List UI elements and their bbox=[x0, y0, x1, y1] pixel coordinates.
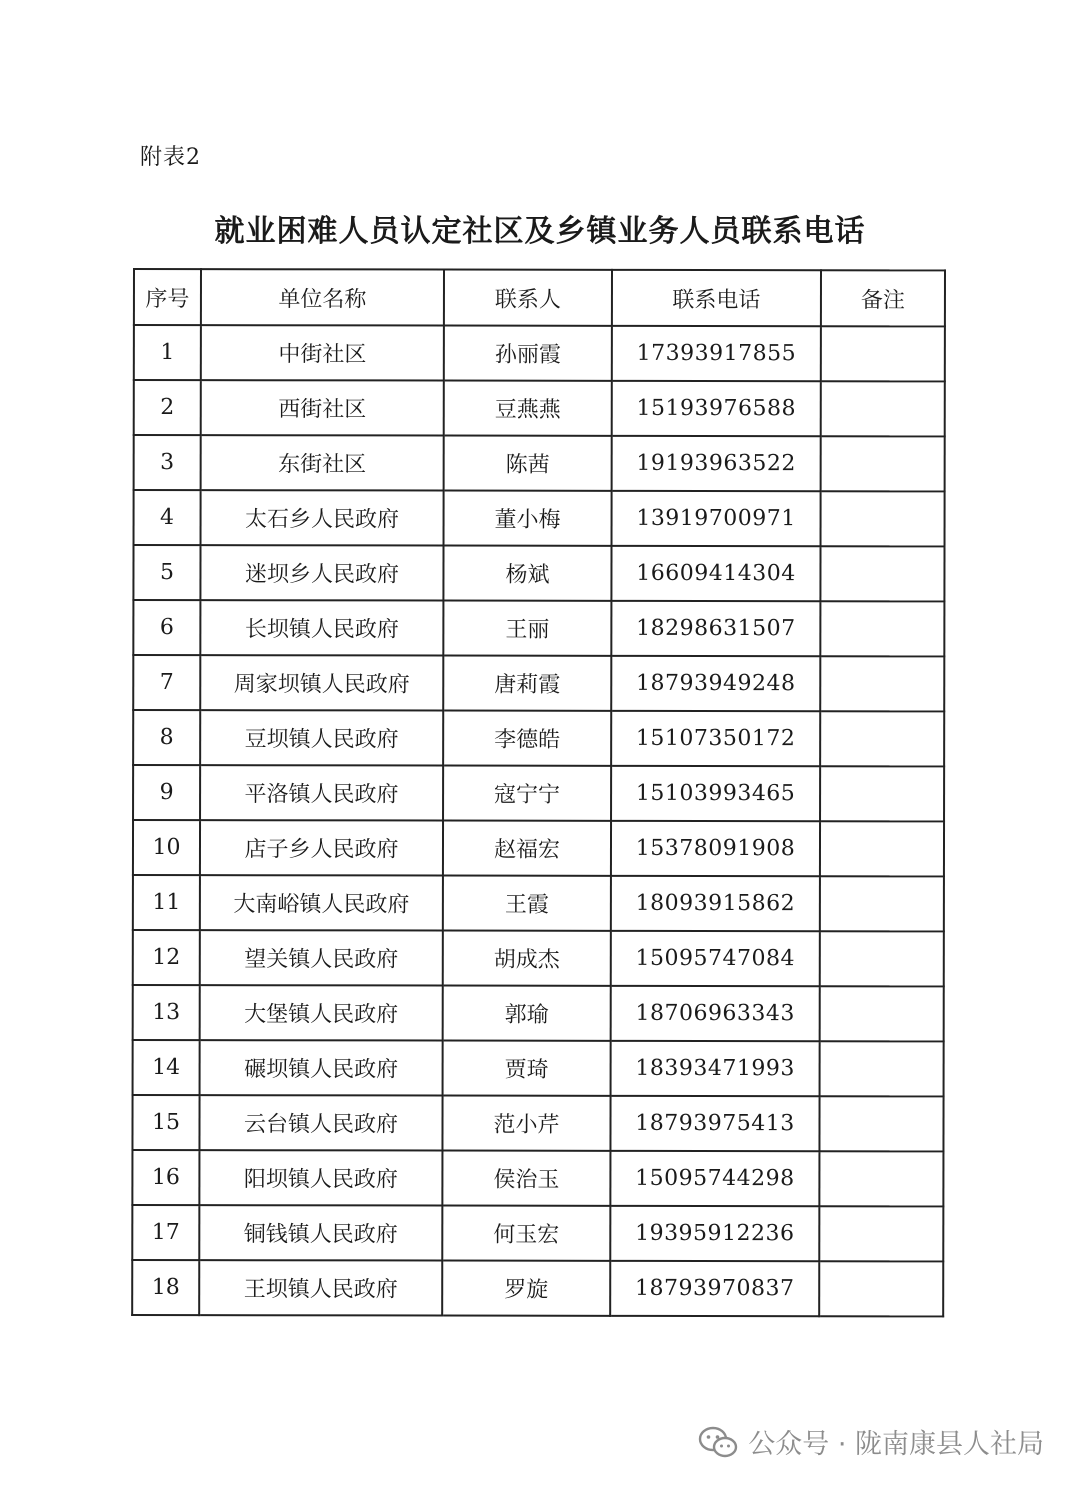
cell-no: 17 bbox=[132, 1205, 199, 1260]
cell-phone: 18093915862 bbox=[611, 876, 820, 931]
cell-no: 4 bbox=[134, 490, 201, 545]
cell-unit: 中街社区 bbox=[201, 325, 444, 380]
table-row bbox=[132, 1260, 943, 1316]
cell-unit: 云台镇人民政府 bbox=[199, 1095, 442, 1150]
cell-note bbox=[819, 1261, 943, 1316]
table-row bbox=[132, 1150, 943, 1206]
table-row bbox=[133, 1040, 944, 1096]
cell-note bbox=[819, 1151, 943, 1206]
cell-phone: 18793970837 bbox=[610, 1261, 819, 1316]
cell-no: 15 bbox=[132, 1095, 199, 1150]
cell-note bbox=[821, 436, 945, 491]
cell-contact: 胡成杰 bbox=[443, 931, 611, 986]
table-row bbox=[133, 875, 944, 931]
cell-unit: 店子乡人民政府 bbox=[200, 820, 443, 875]
cell-no: 3 bbox=[134, 435, 201, 490]
cell-no: 7 bbox=[133, 655, 200, 710]
cell-unit: 大南峪镇人民政府 bbox=[200, 875, 443, 930]
cell-note bbox=[820, 1041, 944, 1096]
cell-phone: 18793949248 bbox=[611, 656, 820, 711]
header-no: 序号 bbox=[134, 269, 201, 325]
cell-note bbox=[820, 986, 944, 1041]
attachment-label: 附表2 bbox=[140, 145, 201, 170]
table-row bbox=[134, 325, 945, 381]
cell-unit: 碾坝镇人民政府 bbox=[200, 1040, 443, 1095]
cell-no: 5 bbox=[133, 545, 200, 600]
cell-contact: 豆燕燕 bbox=[444, 381, 612, 436]
cell-phone: 15107350172 bbox=[611, 711, 820, 766]
table-row bbox=[133, 710, 944, 766]
table-row bbox=[133, 655, 944, 711]
cell-unit: 铜钱镇人民政府 bbox=[199, 1205, 442, 1260]
table-row bbox=[133, 765, 944, 821]
table-row bbox=[134, 380, 945, 436]
cell-unit: 东街社区 bbox=[201, 435, 444, 490]
cell-note bbox=[819, 1206, 943, 1261]
cell-unit: 大堡镇人民政府 bbox=[200, 985, 443, 1040]
cell-no: 1 bbox=[134, 325, 201, 380]
cell-note bbox=[820, 711, 944, 766]
cell-phone: 18298631507 bbox=[611, 601, 820, 656]
cell-phone: 19395912236 bbox=[610, 1206, 819, 1261]
cell-contact: 何玉宏 bbox=[442, 1206, 610, 1261]
table-row bbox=[133, 985, 944, 1041]
cell-no: 6 bbox=[133, 600, 200, 655]
cell-phone: 15193976588 bbox=[612, 381, 821, 436]
contacts-table bbox=[131, 268, 946, 1317]
cell-phone: 18393471993 bbox=[611, 1041, 820, 1096]
cell-no: 10 bbox=[133, 820, 200, 875]
cell-no: 18 bbox=[132, 1260, 199, 1315]
watermark bbox=[698, 1422, 1044, 1461]
table-row bbox=[134, 490, 945, 546]
cell-no: 14 bbox=[133, 1040, 200, 1095]
cell-unit: 太石乡人民政府 bbox=[201, 490, 444, 545]
cell-unit: 长坝镇人民政府 bbox=[200, 600, 443, 655]
cell-note bbox=[820, 546, 944, 601]
cell-unit: 周家坝镇人民政府 bbox=[200, 655, 443, 710]
cell-no: 16 bbox=[132, 1150, 199, 1205]
cell-contact: 侯治玉 bbox=[442, 1151, 610, 1206]
cell-note bbox=[820, 656, 944, 711]
cell-phone: 15103993465 bbox=[611, 766, 820, 821]
cell-phone: 15095747084 bbox=[611, 931, 820, 986]
cell-phone: 18793975413 bbox=[610, 1096, 819, 1151]
cell-unit: 迷坝乡人民政府 bbox=[200, 545, 443, 600]
cell-phone: 17393917855 bbox=[612, 326, 821, 381]
cell-note bbox=[821, 326, 945, 381]
cell-note bbox=[819, 1096, 943, 1151]
cell-note bbox=[820, 766, 944, 821]
table-header-row bbox=[134, 269, 945, 326]
wechat-icon bbox=[698, 1425, 738, 1459]
table-row bbox=[133, 600, 944, 656]
cell-contact: 王霞 bbox=[443, 876, 611, 931]
cell-note bbox=[820, 821, 944, 876]
cell-contact: 董小梅 bbox=[444, 491, 612, 546]
cell-unit: 西街社区 bbox=[201, 380, 444, 435]
cell-contact: 李德皓 bbox=[443, 711, 611, 766]
cell-phone: 13919700971 bbox=[612, 491, 821, 546]
cell-phone: 19193963522 bbox=[612, 436, 821, 491]
cell-no: 8 bbox=[133, 710, 200, 765]
cell-contact: 郭瑜 bbox=[443, 986, 611, 1041]
header-phone: 联系电话 bbox=[612, 270, 821, 326]
cell-unit: 望关镇人民政府 bbox=[200, 930, 443, 985]
cell-no: 11 bbox=[133, 875, 200, 930]
cell-phone: 15095744298 bbox=[610, 1151, 819, 1206]
cell-note bbox=[821, 491, 945, 546]
cell-unit: 豆坝镇人民政府 bbox=[200, 710, 443, 765]
cell-note bbox=[820, 601, 944, 656]
header-unit: 单位名称 bbox=[201, 269, 444, 325]
cell-phone: 16609414304 bbox=[611, 546, 820, 601]
cell-phone: 15378091908 bbox=[611, 821, 820, 876]
cell-contact: 王丽 bbox=[443, 601, 611, 656]
table-row bbox=[133, 820, 944, 876]
cell-no: 12 bbox=[133, 930, 200, 985]
cell-contact: 陈茜 bbox=[444, 436, 612, 491]
cell-no: 13 bbox=[133, 985, 200, 1040]
cell-unit: 平洛镇人民政府 bbox=[200, 765, 443, 820]
cell-contact: 罗旋 bbox=[442, 1261, 610, 1316]
table-row bbox=[133, 545, 944, 601]
cell-contact: 范小芹 bbox=[442, 1096, 610, 1151]
cell-unit: 王坝镇人民政府 bbox=[199, 1260, 442, 1315]
cell-no: 9 bbox=[133, 765, 200, 820]
cell-contact: 寇宁宁 bbox=[443, 766, 611, 821]
cell-contact: 杨斌 bbox=[443, 546, 611, 601]
watermark-text: 公众号 · 陇南康县人社局 bbox=[748, 1429, 1044, 1460]
cell-note bbox=[821, 381, 945, 436]
header-note: 备注 bbox=[821, 270, 945, 326]
table-row bbox=[132, 1095, 943, 1151]
table-row bbox=[132, 1205, 943, 1261]
table-row bbox=[134, 435, 945, 491]
header-contact: 联系人 bbox=[444, 270, 612, 326]
cell-contact: 唐莉霞 bbox=[443, 656, 611, 711]
cell-note bbox=[820, 876, 944, 931]
cell-no: 2 bbox=[134, 380, 201, 435]
cell-contact: 赵福宏 bbox=[443, 821, 611, 876]
cell-phone: 18706963343 bbox=[611, 986, 820, 1041]
cell-note bbox=[820, 931, 944, 986]
cell-unit: 阳坝镇人民政府 bbox=[199, 1150, 442, 1205]
document-title: 就业困难人员认定社区及乡镇业务人员联系电话 bbox=[214, 214, 866, 249]
cell-contact: 贾琦 bbox=[443, 1041, 611, 1096]
table-row bbox=[133, 930, 944, 986]
cell-contact: 孙丽霞 bbox=[444, 326, 612, 381]
